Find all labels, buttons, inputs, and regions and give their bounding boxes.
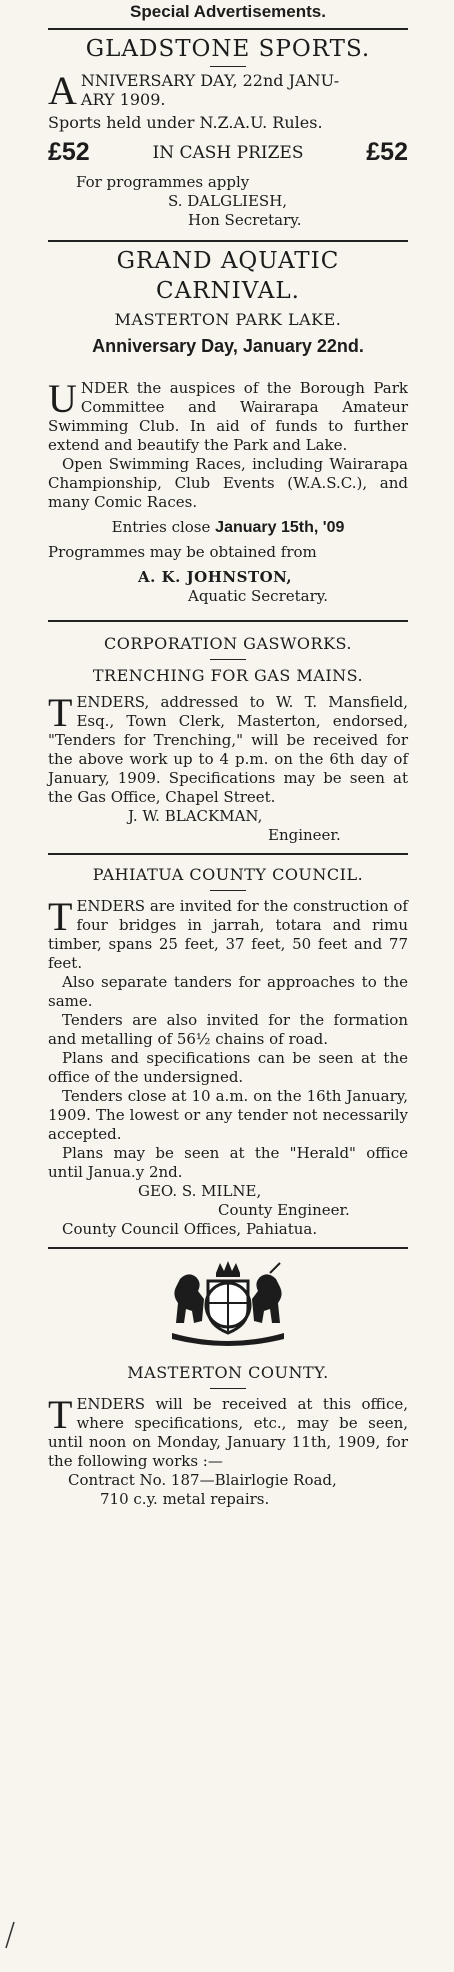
ad-title-line2: CARNIVAL.	[156, 278, 300, 304]
secretary-name: A. K. JOHNSTON,	[138, 568, 293, 586]
ad-programmes: Programmes may be obtained from	[48, 543, 317, 561]
signer-name: GEO. S. MILNE,	[138, 1182, 262, 1200]
divider	[48, 240, 408, 242]
signer-name: J. W. BLACKMAN,	[128, 807, 263, 825]
ad-paragraph: Tenders are also invited for the formation and metalling of 56½ chains of road.	[48, 1011, 408, 1048]
divider	[48, 620, 408, 622]
dropcap: T	[48, 894, 73, 939]
secretary-title: Aquatic Secretary.	[188, 587, 329, 605]
ad-title: CORPORATION GASWORKS.	[103, 634, 353, 653]
page-header: Special Advertisements.	[130, 2, 326, 21]
ad-entries: Entries close January 15th, '09	[111, 518, 345, 536]
ad-venue: MASTERTON PARK LAKE.	[114, 310, 342, 329]
ad-body: T ENDERS are invited for the construction of four bridges in jarrah, totara and rimu timber, spans 25 feet, 37 feet, 50 feet and 77 feet.	[48, 894, 408, 972]
ad-title: GLADSTONE SPORTS.	[85, 36, 371, 62]
prize-text: IN CASH PRIZES	[152, 142, 304, 163]
ad-title: PAHIATUA COUNTY COUNCIL.	[92, 865, 364, 884]
royal-coat-of-arms-icon	[158, 1259, 298, 1349]
secretary-name: S. DALGLIESH,	[168, 192, 288, 210]
ad-title-line1: GRAND AQUATIC	[116, 248, 340, 274]
dropcap: T	[48, 690, 73, 735]
ad-paragraph: Plans and specifications can be seen at the office of the undersigned.	[48, 1049, 408, 1086]
short-divider	[210, 659, 246, 660]
ad-title: MASTERTON COUNTY.	[127, 1363, 329, 1382]
short-divider	[210, 66, 246, 67]
dropcap: A	[48, 68, 77, 113]
signer-title: Engineer.	[268, 826, 341, 844]
ad-body: U NDER the auspices of the Borough Park Committee and Wairarapa Amateur Swimming Club. In aid of funds to further extend and beautify the Park and Lake.	[48, 376, 408, 454]
ad-subtitle: TRENCHING FOR GAS MAINS.	[92, 666, 364, 685]
ad-date: Anniversary Day, January 22nd.	[92, 336, 364, 356]
gladstone-sports-ad	[48, 36, 408, 230]
divider	[48, 28, 408, 30]
signer-title: County Engineer.	[218, 1201, 350, 1219]
ad-programmes: For programmes apply	[76, 173, 250, 191]
gasworks-ad	[48, 634, 408, 845]
advertisements-column	[48, 0, 408, 1509]
prize-amount-left: £52	[48, 138, 90, 166]
ad-paragraph: Also separate tanders for approaches to the same.	[48, 973, 408, 1010]
contract-line: Contract No. 187—Blairlogie Road,	[68, 1471, 337, 1489]
divider	[48, 853, 408, 855]
short-divider	[210, 1388, 246, 1389]
divider	[48, 1247, 408, 1249]
margin-mark	[4, 1920, 16, 1950]
ad-paragraph: Plans may be seen at the "Herald" office until Janua.y 2nd.	[48, 1144, 408, 1181]
ad-body: T ENDERS will be received at this office, where specifications, etc., may be seen, until noon on Monday, January 11th, 1909, for the following works :—	[48, 1392, 408, 1470]
ad-offices: County Council Offices, Pahiatua.	[62, 1220, 318, 1238]
contract-detail: 710 c.y. metal repairs.	[100, 1490, 270, 1508]
entries-date: January 15th, '09	[215, 519, 345, 536]
ad-body: T ENDERS, addressed to W. T. Mansfield, Esq., Town Clerk, Masterton, endorsed, "Tenders for Trenching," will be received for the above work up to 4 p.m. on the 6th day of January, 1909. Specifications may be seen at the Gas Office, Chapel Street.	[48, 690, 408, 806]
ad-rules: Sports held under N.Z.A.U. Rules.	[48, 113, 323, 132]
cash-prizes	[48, 138, 408, 167]
short-divider	[210, 890, 246, 891]
ad-races: Open Swimming Races, including Wairarapa Championship, Club Events (W.A.S.C.), and many Comic Races.	[48, 455, 408, 511]
aquatic-carnival-ad	[48, 248, 408, 606]
prize-amount-right: £52	[366, 138, 408, 166]
ad-date: A NNIVERSARY DAY, 22nd JANU- ARY 1909.	[48, 68, 340, 113]
ad-paragraph: Tenders close at 10 a.m. on the 16th January, 1909. The lowest or any tender not necessarily accepted.	[48, 1087, 408, 1143]
dropcap: T	[48, 1392, 73, 1437]
masterton-county-ad	[48, 1259, 408, 1509]
pahiatua-council-ad	[48, 865, 408, 1239]
dropcap: U	[48, 376, 77, 421]
secretary-title: Hon Secretary.	[188, 211, 302, 229]
